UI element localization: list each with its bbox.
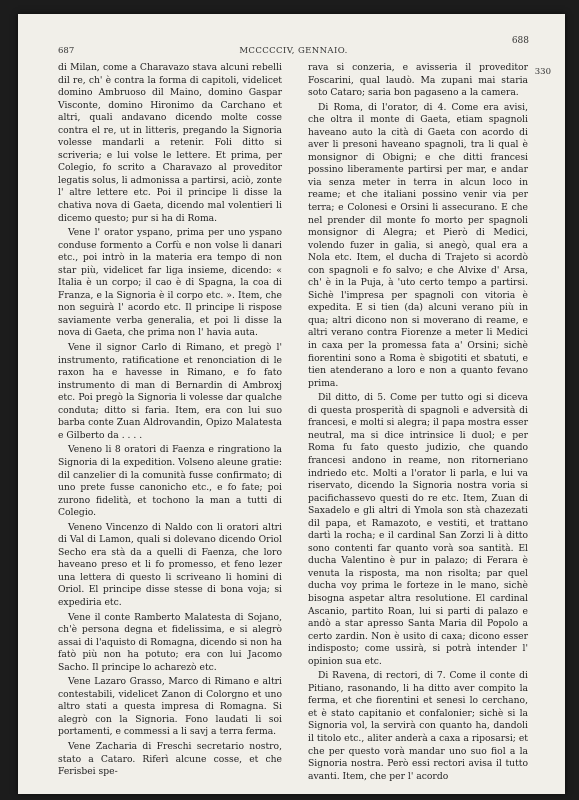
paragraph: Vene Zacharia di Freschi secretario nostro, stato a Cataro. Riferì alcune cosse, et che Ferisbei spe- — [58, 740, 282, 778]
margin-reference-number: 330 — [534, 67, 551, 77]
paragraph: Vene l' orator yspano, prima per uno yspano conduse formento a Corfù e non volse li danari etc., poi intrò in la materia era tempo di non star più, videlicet far liga insieme, dicendo: « Italia è un corpo; il cao è di Spagna, la coa di Franza, e la Signoria è il corpo etc. ». Item, che non seguirà l' acordo etc. Il principe li rispose saviamente verba generalia, et poi li disse la nova di Gaeta, che prima non l' havia auta. — [58, 227, 282, 339]
paragraph: Dil ditto, di 5. Come per tutto ogi si diceva di questa prosperità di spagnoli e adversità di francesi, e molti si alegra; il papa mostra esser neutral, ma si dice intrinsice li duol; e per Roma fu fato questo judizio, che quando francesi andono in reame, non ritorneriano indriedo etc. Molti a l'orator li parla, e lui va riservato, dicendo la Signoria nostra voria si pacifichassevo questi do re etc. Item, Zuan di Saxadelo e gli altri di Ymola son stà chazezati dil papa, et Ramazoto, e vestiti, et trattano dartì la rocha; e il cardinal San Zorzi li à ditto sono contenti far quanto vorà soa santità. El ducha Valentino è pur in palazo; di Ferara è venuta la risposta, ma non risolta; par quel ducha voy prima le forteze in le mano, sichè bisogna aspetar altra resolutione. El cardinal Ascanio, partito Roan, lui si parti di palazo e andò a star apresso Santa Maria dil Popolo a certo zardin. Non è usito di caxa; dicono esser indisposto; come ussirà, si potrà intender l' opinion sua etc. — [308, 392, 528, 667]
paragraph: Di Roma, di l'orator, di 4. Come era avisi, che oltra il monte di Gaeta, etiam spagnoli haveano auto la cità di Gaeta con acordo di aver li presoni haveano spagnoli, tra li qual è monsignor di Obigni; e che ditti francesi possino liberamente partirsi per mar, e andar via senza meter in terra in alcun loco in reame; et che italiani possino venir via per terra; e Colonesi e Orsini li assecurano. E che nel prender dil monte fo morto per spagnoli monsignor di Alegra; et Pierò di Medici, volendo fuzer in galia, si anegò, qual era a Nola etc. Item, el ducha di Trajeto si acordò con spagnoli e fo salvo; e che Alvixe d' Arsa, ch' è in la Puja, à 'uto certo tempo a partirsi. Sichè l'impresa per spagnoli con vitoria è expedita. E si tien (da) alcuni verano più in qua; altri dicono non si moverano di reame, e altri verano contra Fiorenze a meter li Medici in caxa per la promessa fata a' Orsini; sichè fiorentini sono a Roma è sbigotiti et sbatuti, e tien atenderano a loro e non a quanto fevano prima. — [308, 101, 528, 389]
paragraph: di Milan, come a Charavazo stava alcuni rebelli dil re, ch' è contra la forma di capitoli, videlicet domino Ambruoso dil Maino, domino Gaspar Visconte, domino Hironimo da Carchano et altri, quali andavano dicendo molte cosse contra el re, ut in litteris, pregando la Signoria volesse mandarli a retenir. Foli ditto si scriveria; e lui volse le lettere. Et prima, per Colegio, fo scrito a Charavazo al proveditor legatis solus, li admonissa a partirsi, aciò, zonte l' altre lettere etc. Poi il principe li disse la chativa nova di Gaeta, dicendo mal volentieri li dicemo questo; pur si ha di Roma. — [58, 62, 282, 224]
left-text-column — [58, 62, 282, 781]
running-title: MCCCCCIV, GENNAIO. — [239, 46, 348, 56]
paragraph: Vene Lazaro Grasso, Marco di Rimano e altri contestabili, videlicet Zanon di Colorgno et uno altro stati a questa impresa di Romagna. Si alegrò con la Signoria. Fono laudati li soi portamenti, e commessi a li savj a terra ferma. — [58, 676, 282, 738]
paragraph: Di Ravena, di rectori, di 7. Come il conte di Pitiano, rasonando, li ha ditto aver compito la ferma, et che fiorentini et senesi lo cerchano, et è stato capitanio et confalonier; sichè si la Signoria vol, la servirà con quanto ha, dandoli il titolo etc., aliter anderà a caxa a riposarsi; et che per questo vorà mandar uno suo fiol a la Signoria nostra. Però essi rectori avisa il tutto avanti. Item, che per l' acordo — [308, 670, 528, 782]
paragraph: Veneno li 8 oratori di Faenza e ringrationo la Signoria di la expedition. Volseno aleune gratie: dil canzelier di la comunità fusse confirmato; di uno prete fusse canonicho etc., e fo fate; poi zurono fidelità, et tochono la man a tutti di Colegio. — [58, 444, 282, 519]
right-text-column — [308, 62, 528, 785]
left-page-number: 687 — [58, 46, 75, 56]
paragraph: rava si conzeria, e avisseria il proveditor Foscarini, qual laudò. Ma zupani mai staria soto Cataro; saria bon pagaseno a la camera. — [308, 62, 528, 99]
book-page — [18, 14, 565, 794]
page-header — [58, 36, 529, 56]
paragraph: Vene il conte Ramberto Malatesta di Sojano, ch'è persona degna et fidelissima, e si alegrò assai di l'aquisto di Romagna, dicendo si non ha fatò più non ha potuto; era con lui Jacomo Sacho. Il principe lo acharezò etc. — [58, 611, 282, 673]
right-page-number: 688 — [511, 36, 529, 46]
paragraph: Veneno Vincenzo di Naldo con li oratori altri di Val di Lamon, quali si dolevano dicendo Oriol Secho era stà da a quelli di Faenza, che loro haveano preso et li fo promesso, et feno lezer una lettera di questo li scriveano li homini di Oriol. El principe disse stesse di bona voja; si expediria etc. — [58, 521, 282, 608]
paragraph: Vene il signor Carlo di Rimano, et pregò l' instrumento, ratificatione et renonciation di le raxon ha e havesse in Rimano, e fo fato instrumento di man di Bernardin di Ambroxj etc. Poi pregò la Signoria li volesse dar qualche conduta; ditto si faria. Item, era con lui suo barba conte Zuan Aldrovandin, Opizo Malatesta e Gilberto da . . . . — [58, 342, 282, 441]
